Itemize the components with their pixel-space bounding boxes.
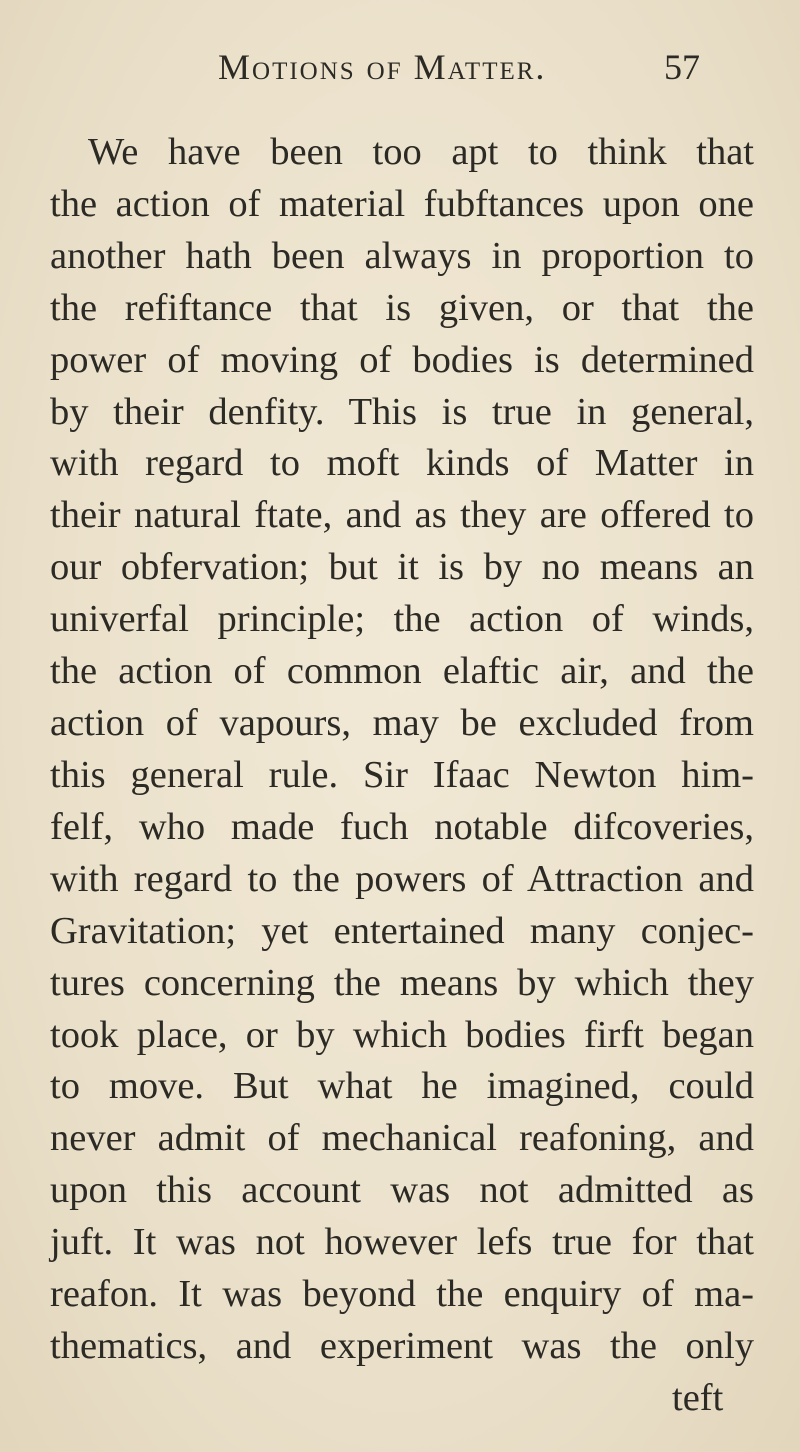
text-line: upon this account was not admitted as [50, 1169, 754, 1211]
text-line: thematics, and experiment was the only [50, 1325, 754, 1367]
text-line: our obfervation; but it is by no means an [50, 546, 754, 588]
text-line: the refiftance that is given, or that the [50, 287, 754, 329]
text-line: juft. It was not however lefs true for that [50, 1221, 754, 1263]
text-line: univerfal principle; the action of winds, [50, 598, 754, 640]
text-line: their natural ftate, and as they are offered to [50, 494, 754, 536]
text-line: to move. But what he imagined, could [50, 1065, 754, 1107]
text-line: reafon. It was beyond the enquiry of ma- [50, 1273, 754, 1315]
running-head [0, 46, 800, 96]
text-line: felf, who made fuch notable difcoveries, [50, 806, 754, 848]
text-line: never admit of mechanical reafoning, and [50, 1117, 754, 1159]
text-line: Gravitation; yet entertained many conjec- [50, 910, 754, 952]
text-line: with regard to moft kinds of Matter in [50, 442, 754, 484]
text-line: another hath been always in proportion to [50, 235, 754, 277]
text-line: the action of material fubftances upon one [50, 183, 754, 225]
text-line: We have been too apt to think that [88, 131, 754, 173]
text-line: the action of common elaftic air, and the [50, 650, 754, 692]
text-line: tures concerning the means by which they [50, 962, 754, 1004]
catchword: teft [672, 1377, 724, 1419]
page-number: 57 [664, 47, 700, 87]
text-line: power of moving of bodies is determined [50, 339, 754, 381]
text-line: with regard to the powers of Attraction and [50, 858, 754, 900]
header-title: Motions of Matter. [218, 47, 547, 87]
text-line: action of vapours, may be excluded from [50, 702, 754, 744]
text-line: by their denfity. This is true in general, [50, 391, 754, 433]
text-line: this general rule. Sir Ifaac Newton him- [50, 754, 754, 796]
text-line: took place, or by which bodies firft began [50, 1014, 754, 1056]
